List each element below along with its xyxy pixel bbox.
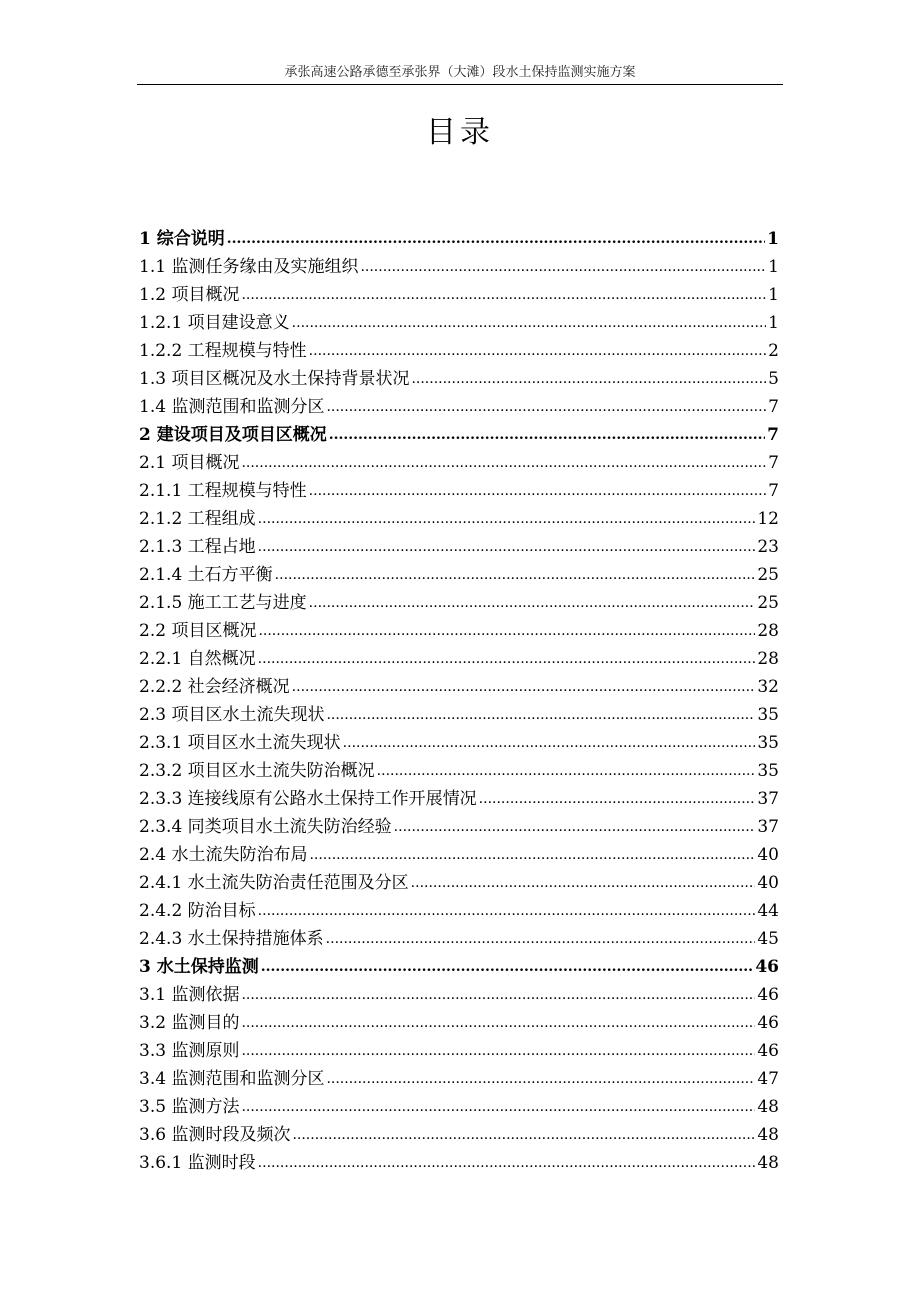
toc-dot-leader [292,1124,755,1146]
toc-dot-leader [411,368,766,390]
toc-entry[interactable] [139,278,779,306]
toc-entry-page: 48 [757,1153,779,1173]
toc-entry-page: 48 [757,1125,779,1145]
toc-entry[interactable] [139,334,779,362]
toc-entry-label: 1 综合说明 [139,229,225,249]
toc-entry-label: 1.2.1 项目建设意义 [139,313,290,333]
toc-dot-leader [360,256,766,278]
toc-entry-page: 1 [768,257,779,277]
toc-entry[interactable] [139,1146,779,1174]
page-title: 目录 [426,115,494,150]
toc-entry-label: 3.5 监测方法 [139,1097,240,1117]
toc-entry[interactable] [139,446,779,474]
toc-dot-leader [309,844,755,866]
toc-entry-page: 45 [757,929,779,949]
toc-dot-leader [258,1152,756,1174]
toc-entry[interactable] [139,950,779,978]
toc-dot-leader [241,284,766,306]
toc-entry-page: 47 [757,1069,779,1089]
toc-entry[interactable] [139,838,779,866]
toc-entry-page: 35 [757,733,779,753]
running-header: 承张高速公路承德至承张界（大滩）段水土保持监测实施方案 [284,65,636,80]
toc-entry-label: 2.1 项目概况 [139,453,240,473]
toc-dot-leader [377,760,756,782]
toc-entry-label: 1.1 监测任务缘由及实施组织 [139,257,359,277]
toc-entry[interactable] [139,782,779,810]
toc-entry[interactable] [139,586,779,614]
toc-entry-label: 2.4.1 水土流失防治责任范围及分区 [139,873,409,893]
toc-entry-label: 3.6.1 监测时段 [139,1153,256,1173]
toc-entry-page: 46 [757,985,779,1005]
toc-dot-leader [258,900,756,922]
toc-dot-leader [329,424,765,446]
toc-entry-label: 3.4 监测范围和监测分区 [139,1069,325,1089]
toc-entry-label: 2.3.2 项目区水土流失防治概况 [139,761,375,781]
toc-entry-page: 12 [757,509,779,529]
toc-entry[interactable] [139,698,779,726]
toc-entry[interactable] [139,558,779,586]
toc-entry[interactable] [139,474,779,502]
toc-entry-label: 1.2 项目概况 [139,285,240,305]
toc-entry-label: 2.3 项目区水土流失现状 [139,705,325,725]
toc-entry[interactable] [139,642,779,670]
toc-entry-page: 23 [757,537,779,557]
toc-entry[interactable] [139,222,779,250]
toc-dot-leader [241,984,755,1006]
toc-entry-page: 32 [757,677,779,697]
toc-entry-page: 46 [757,1041,779,1061]
toc-entry-page: 46 [757,1013,779,1033]
toc-entry-page: 25 [757,593,779,613]
toc-dot-leader [241,1012,755,1034]
toc-entry-label: 1.2.2 工程规模与特性 [139,341,307,361]
toc-dot-leader [292,676,756,698]
toc-entry[interactable] [139,754,779,782]
toc-dot-leader [479,788,756,810]
toc-entry-label: 2.1.5 施工工艺与进度 [139,593,307,613]
toc-entry-page: 28 [757,621,779,641]
toc-entry-label: 2.3.3 连接线原有公路水土保持工作开展情况 [139,789,477,809]
toc-dot-leader [261,956,754,978]
toc-entry-label: 2.4.2 防治目标 [139,901,256,921]
toc-entry[interactable] [139,390,779,418]
toc-entry-page: 40 [757,873,779,893]
toc-entry-label: 2.1.1 工程规模与特性 [139,481,307,501]
toc-entry[interactable] [139,1062,779,1090]
toc-entry-page: 7 [768,481,779,501]
toc-entry-page: 40 [757,845,779,865]
toc-entry-label: 3.2 监测目的 [139,1013,240,1033]
toc-dot-leader [326,1068,755,1090]
toc-entry[interactable] [139,418,779,446]
toc-entry-label: 2.4.3 水土保持措施体系 [139,929,324,949]
toc-entry[interactable] [139,502,779,530]
toc-entry-page: 35 [757,761,779,781]
toc-entry-page: 37 [757,789,779,809]
table-of-contents [139,222,779,1174]
toc-entry-page: 46 [755,957,779,977]
toc-entry[interactable] [139,530,779,558]
toc-entry[interactable] [139,362,779,390]
toc-entry[interactable] [139,670,779,698]
toc-entry-page: 25 [757,565,779,585]
toc-dot-leader [411,872,756,894]
toc-dot-leader [241,1096,755,1118]
toc-entry-page: 37 [757,817,779,837]
toc-dot-leader [275,564,756,586]
toc-dot-leader [258,536,756,558]
toc-dot-leader [258,648,756,670]
toc-entry-page: 7 [768,453,779,473]
toc-dot-leader [326,704,755,726]
toc-entry-label: 3 水土保持监测 [139,957,259,977]
toc-entry[interactable] [139,614,779,642]
toc-entry-label: 2.1.2 工程组成 [139,509,256,529]
toc-entry-label: 2.1.4 土石方平衡 [139,565,273,585]
toc-entry-page: 7 [767,425,779,445]
toc-entry-page: 48 [757,1097,779,1117]
toc-entry-page: 5 [768,369,779,389]
toc-entry-label: 1.3 项目区概况及水土保持背景状况 [139,369,410,389]
toc-entry-page: 28 [757,649,779,669]
toc-entry-label: 3.3 监测原则 [139,1041,240,1061]
toc-entry-page: 35 [757,705,779,725]
toc-entry-page: 1 [768,285,779,305]
toc-entry-label: 2.2 项目区概况 [139,621,257,641]
toc-entry-page: 44 [757,901,779,921]
toc-dot-leader [326,396,766,418]
toc-entry-label: 2.3.4 同类项目水土流失防治经验 [139,817,392,837]
toc-entry-label: 2.2.1 自然概况 [139,649,256,669]
toc-entry-page: 7 [768,397,779,417]
toc-entry-label: 2.2.2 社会经济概况 [139,677,290,697]
toc-entry-page: 2 [768,341,779,361]
toc-entry-label: 2.4 水土流失防治布局 [139,845,308,865]
toc-dot-leader [241,452,766,474]
toc-entry[interactable] [139,726,779,754]
toc-entry-label: 3.1 监测依据 [139,985,240,1005]
toc-entry-label: 3.6 监测时段及频次 [139,1125,291,1145]
toc-entry[interactable] [139,1034,779,1062]
toc-entry-label: 2.3.1 项目区水土流失现状 [139,733,341,753]
toc-dot-leader [241,1040,755,1062]
toc-dot-leader [343,732,756,754]
toc-entry-label: 2.1.3 工程占地 [139,537,256,557]
toc-dot-leader [227,228,765,250]
header-divider [137,84,783,85]
toc-entry-page: 1 [767,229,779,249]
toc-dot-leader [292,312,767,334]
toc-entry[interactable] [139,1006,779,1034]
toc-entry[interactable] [139,978,779,1006]
toc-entry-page: 1 [768,313,779,333]
toc-entry[interactable] [139,306,779,334]
toc-dot-leader [309,592,756,614]
toc-entry-label: 2 建设项目及项目区概况 [139,425,327,445]
toc-entry[interactable] [139,922,779,950]
toc-entry[interactable] [139,1090,779,1118]
toc-dot-leader [309,340,767,362]
toc-entry[interactable] [139,1118,779,1146]
toc-dot-leader [394,816,756,838]
toc-dot-leader [326,928,756,950]
toc-dot-leader [258,508,756,530]
toc-entry-label: 1.4 监测范围和监测分区 [139,397,325,417]
toc-dot-leader [309,480,767,502]
toc-entry[interactable] [139,894,779,922]
toc-entry[interactable] [139,810,779,838]
toc-entry[interactable] [139,250,779,278]
toc-entry[interactable] [139,866,779,894]
toc-dot-leader [258,620,755,642]
